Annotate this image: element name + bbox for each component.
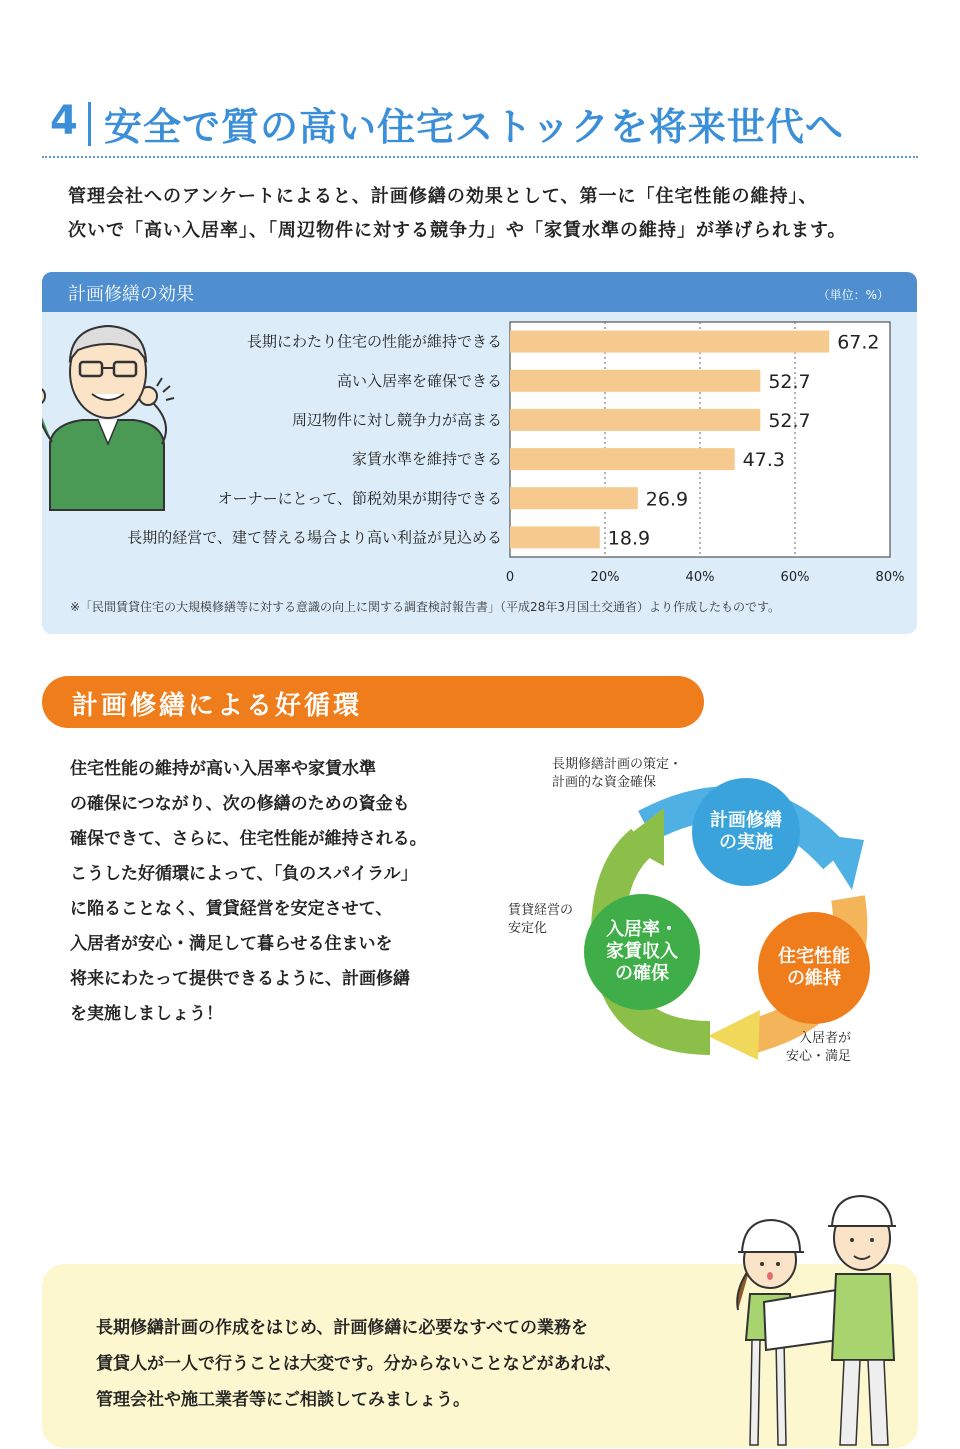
category-label: 長期的経営で、建て替える場合より高い利益が見込める (127, 528, 502, 547)
advice-text (96, 1310, 736, 1418)
section-divider (88, 102, 91, 146)
value-label: 18.9 (607, 527, 651, 550)
body-line: 確保できて、さらに、住宅性能が維持される。 (70, 829, 427, 849)
x-tick-label: 80% (875, 570, 905, 585)
value-label: 26.9 (645, 488, 689, 511)
category-label: 長期にわたり住宅の性能が維持できる (246, 332, 502, 351)
bar (510, 409, 760, 431)
x-tick-label: 20% (590, 570, 620, 585)
chart-source-note: ※「民間賃貸住宅の大規模修繕等に対する意識の向上に関する調査検討報告書」（平成28年3月国土交通省）より作成したものです。 (70, 600, 781, 614)
node-secure-occupancy: 入居率・ 家賃収入 の確保 (584, 894, 700, 1010)
bar (510, 526, 600, 548)
node-maintain-performance: 住宅性能 の維持 (758, 912, 870, 1024)
bar (510, 487, 638, 509)
bar (510, 448, 735, 470)
section-title: 安全で質の高い住宅ストックを将来世代へ (104, 105, 844, 149)
bar (510, 370, 760, 392)
worker-man (828, 1196, 896, 1445)
body-line: の確保につながり、次の修繕のための資金も (70, 794, 410, 814)
cycle-label-left: 賃貸経営の 安定化 (508, 903, 574, 936)
cycle-diagram (496, 748, 916, 1078)
category-label: 高い入居率を確保できる (336, 371, 502, 390)
value-label: 67.2 (837, 331, 880, 354)
chart-unit: （単位：%） (817, 288, 889, 302)
value-label: 52.7 (768, 370, 811, 393)
value-label: 52.7 (768, 409, 811, 432)
workers-illustration (720, 1190, 930, 1449)
x-tick-label: 60% (780, 570, 810, 585)
body-line: こうした好循環によって、「負のスパイラル」 (70, 864, 418, 884)
body-line: に陥ることなく、賃貸経営を安定させて、 (70, 899, 393, 919)
intro-line: 次いで「高い入居率」、「周辺物件に対する競争力」や「家賃水準の維持」が挙げられます。 (68, 220, 847, 241)
advice-line: 賃貸人が一人で行うことは大変です。分からないことなどがあれば、 (96, 1354, 622, 1374)
intro-line: 管理会社へのアンケートによると、計画修繕の効果として、第一に「住宅性能の維持」、 (68, 186, 818, 207)
section-number: 4 (50, 98, 78, 144)
category-label: オーナーにとって、節税効果が期待できる (217, 489, 502, 508)
intro-paragraph (68, 180, 928, 248)
advice-line: 長期修繕計画の作成をはじめ、計画修繕に必要なすべての業務を (96, 1318, 588, 1338)
x-tick-label: 40% (685, 570, 715, 585)
chart-panel (42, 272, 917, 634)
advice-line: 管理会社や施工業者等にご相談してみましょう。 (96, 1390, 470, 1410)
body-line: 住宅性能の維持が高い入居率や家賃水準 (70, 759, 376, 779)
cycle-heading-pill (42, 676, 704, 728)
x-tick-label: 0 (505, 570, 515, 585)
body-line: を実施しましょう！ (70, 1004, 223, 1024)
cycle-heading: 計画修繕による好循環 (72, 691, 363, 721)
category-label: 周辺物件に対し競争力が高まる (291, 410, 502, 429)
body-line: 将来にわたって提供できるように、計画修繕 (70, 969, 410, 989)
bar (510, 331, 829, 353)
cycle-label-top: 長期修繕計画の策定・ 計画的な資金確保 (552, 757, 683, 790)
category-label: 家賃水準を維持できる (351, 450, 502, 469)
cycle-body-text (70, 752, 480, 1032)
bar-chart (42, 272, 917, 634)
body-line: 入居者が安心・満足して暮らせる住まいを (70, 934, 393, 954)
section-header (42, 88, 918, 158)
chart-title: 計画修繕の効果 (68, 284, 194, 305)
value-label: 47.3 (742, 449, 785, 472)
node-plan-repair: 計画修繕 の実施 (692, 778, 800, 886)
arrow-orange-head (708, 1010, 760, 1060)
cycle-label-bottom: 入居者が 安心・満足 (786, 1031, 852, 1064)
